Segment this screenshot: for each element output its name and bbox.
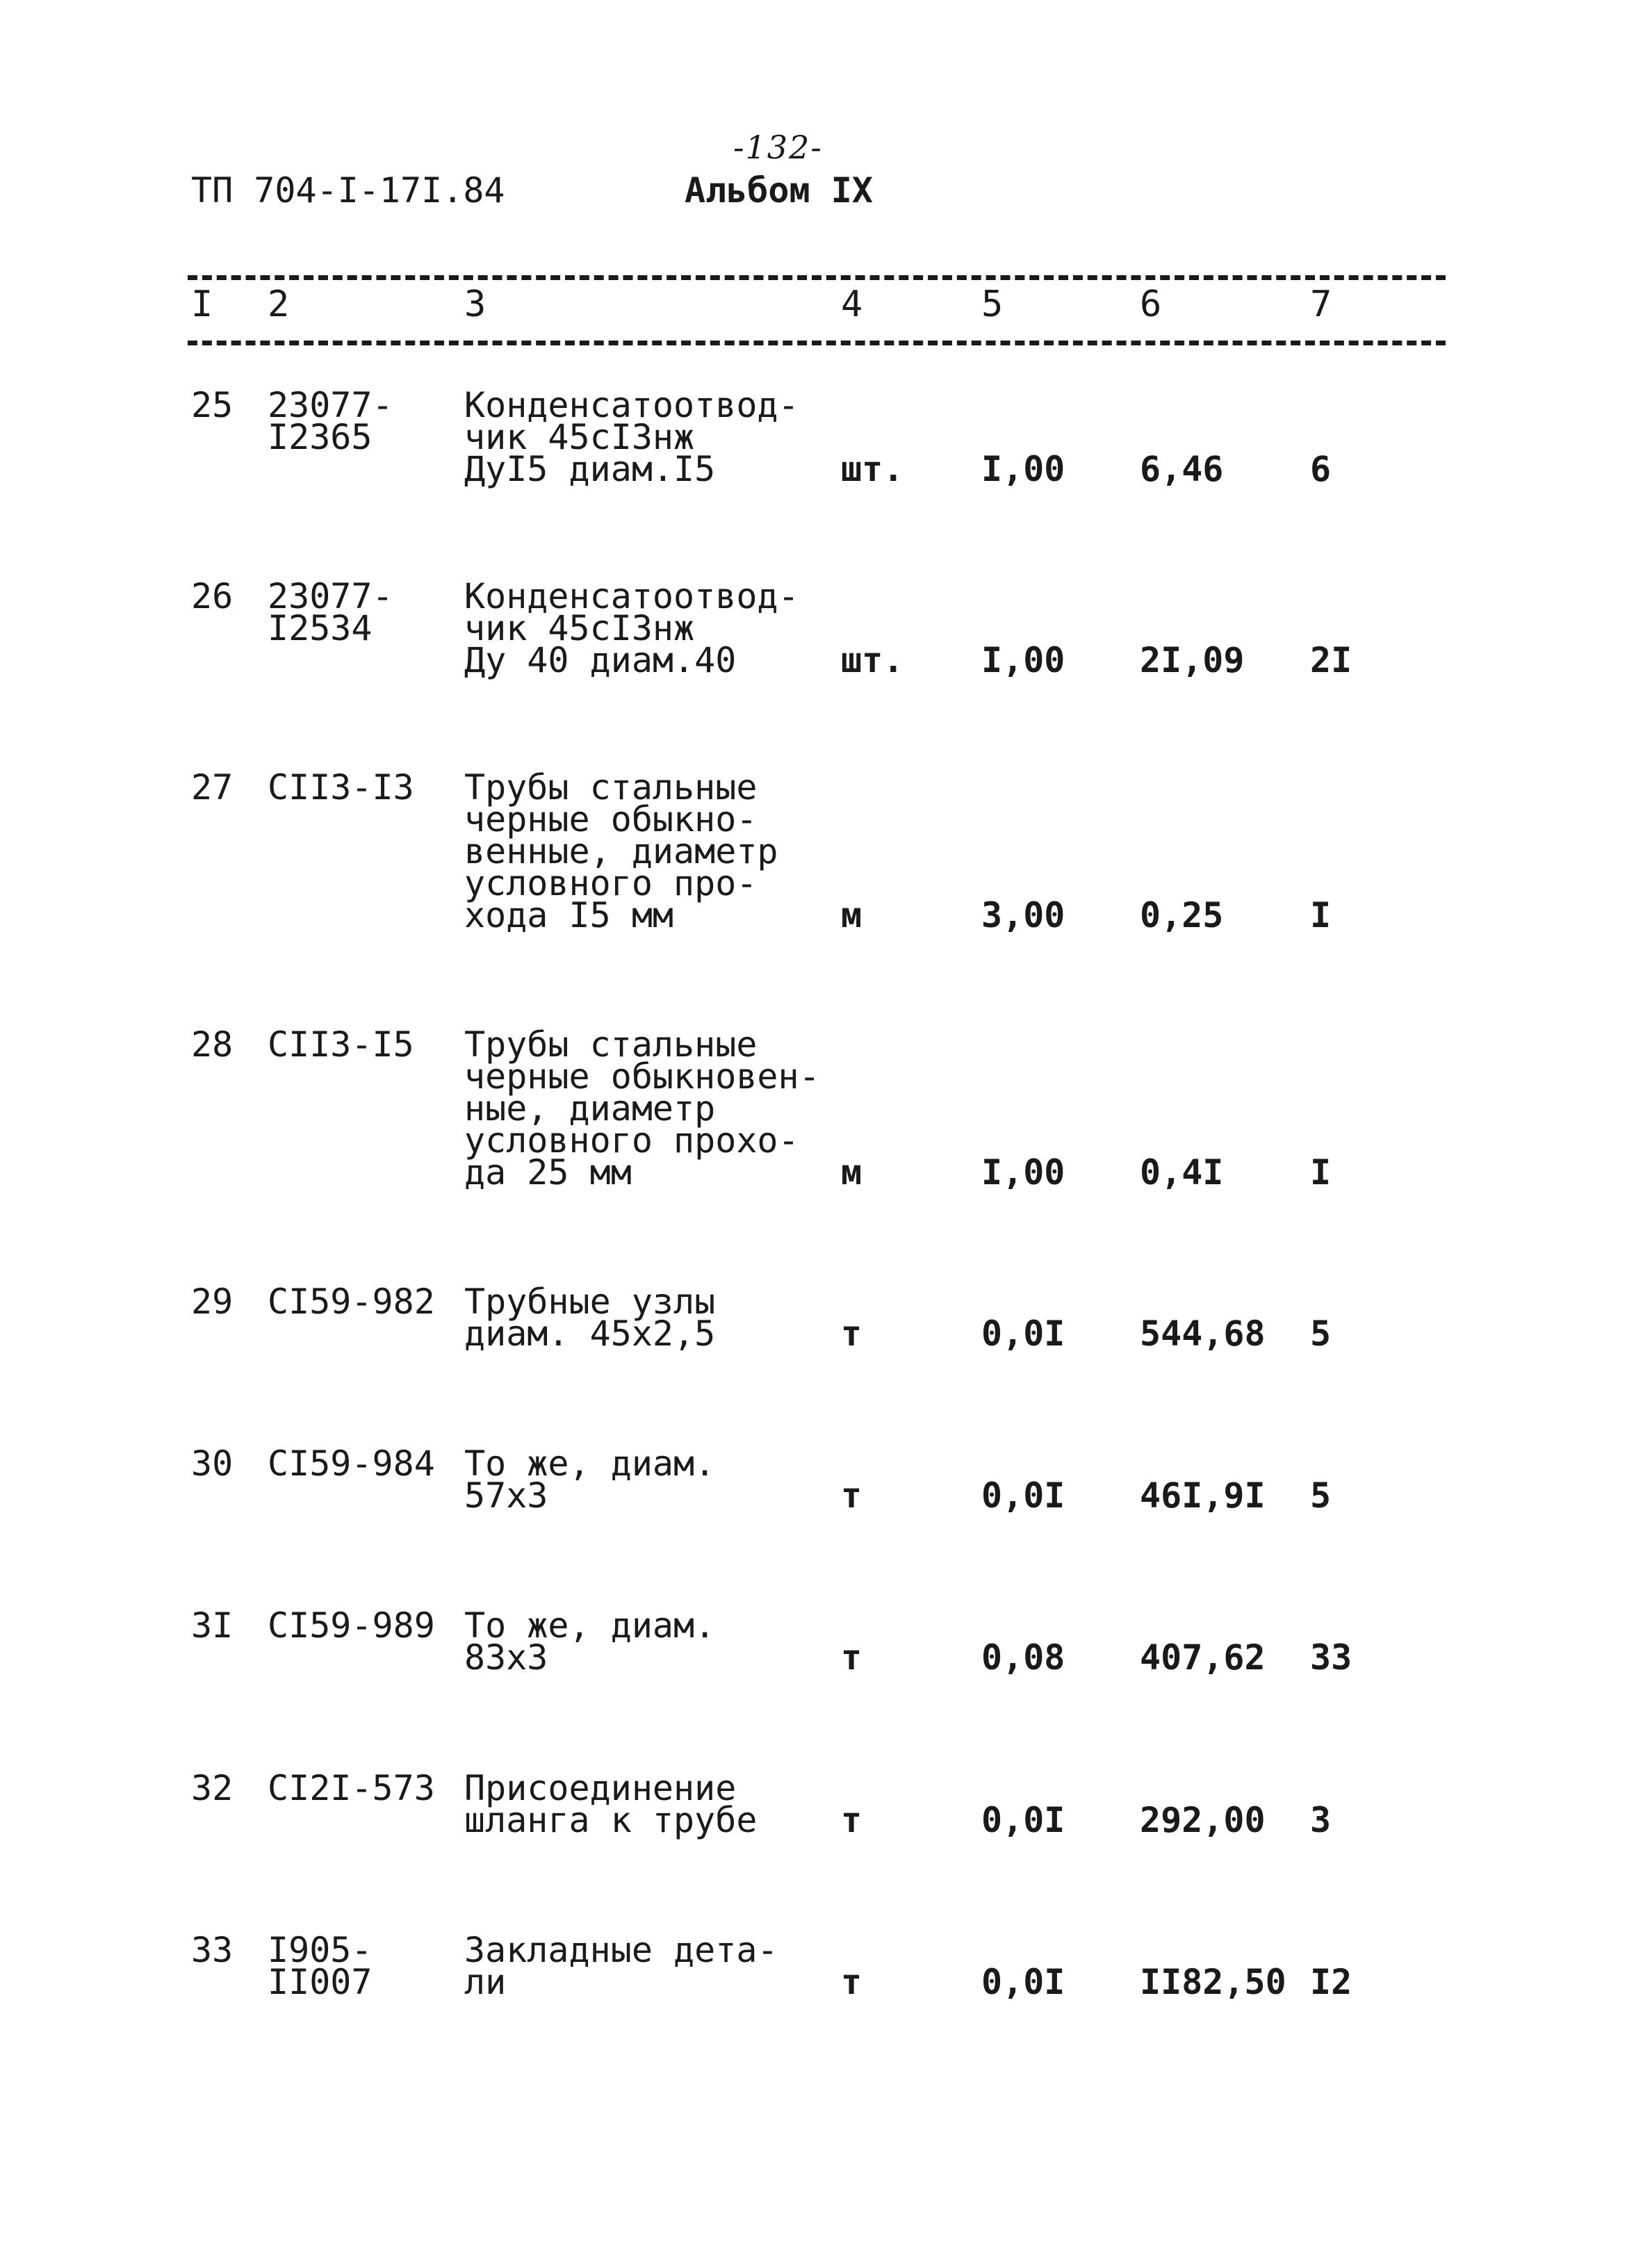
total: 3 xyxy=(1310,1800,1332,1840)
price: 2I,09 xyxy=(1140,640,1245,680)
price: 544,68 xyxy=(1140,1313,1266,1354)
resource-code: 23077- I2534 xyxy=(268,576,393,648)
total: I2 xyxy=(1310,1962,1352,2002)
item-name: Конденсатоотвод- чик 45cI3нж Ду 40 диам.40 xyxy=(464,576,799,680)
total: 2I xyxy=(1310,640,1352,680)
unit: т xyxy=(841,1962,862,2002)
row-number: 25 xyxy=(191,385,234,425)
document-code: ТП 704-I-17I.84 xyxy=(191,170,505,211)
item-name: Присоединение шланга к трубе xyxy=(464,1768,758,1840)
rule-top xyxy=(188,275,1446,280)
quantity: I,00 xyxy=(981,1152,1065,1193)
column-header: 3 xyxy=(464,284,486,325)
item-name: Трубные узлы диам. 45x2,5 xyxy=(464,1282,716,1354)
price: 46I,9I xyxy=(1140,1475,1266,1516)
quantity: 0,0I xyxy=(981,1962,1065,2002)
total: 6 xyxy=(1310,449,1332,489)
item-name: То же, диам. 83x3 xyxy=(464,1605,716,1678)
quantity: 0,0I xyxy=(981,1475,1065,1516)
resource-code: I905- II007 xyxy=(268,1930,373,2002)
total: 5 xyxy=(1310,1313,1332,1354)
unit: м xyxy=(841,895,862,935)
unit: т xyxy=(841,1475,862,1516)
row-number: 26 xyxy=(191,576,234,616)
column-header: 6 xyxy=(1140,284,1162,325)
item-name: Закладные дета- ли xyxy=(464,1930,778,2002)
unit: шт. xyxy=(841,640,904,680)
row-number: 27 xyxy=(191,767,234,808)
unit: т xyxy=(841,1313,862,1354)
item-name: Трубы стальные черные обыкновен- ные, диаметр условного прохо- да 25 мм xyxy=(464,1024,820,1193)
quantity: 0,0I xyxy=(981,1313,1065,1354)
resource-code: 23077- I2365 xyxy=(268,385,393,457)
price: II82,50 xyxy=(1140,1962,1286,2002)
unit: шт. xyxy=(841,449,904,489)
resource-code: CII3-I5 xyxy=(268,1024,414,1065)
price: 407,62 xyxy=(1140,1637,1266,1678)
rule-bottom xyxy=(188,341,1446,345)
resource-code: CI59-984 xyxy=(268,1443,435,1484)
row-number: 33 xyxy=(191,1930,234,1970)
quantity: I,00 xyxy=(981,449,1065,489)
quantity: 3,00 xyxy=(981,895,1065,935)
row-number: 32 xyxy=(191,1768,234,1808)
row-number: 29 xyxy=(191,1282,234,1322)
unit: м xyxy=(841,1152,862,1193)
resource-code: CI59-982 xyxy=(268,1282,435,1322)
row-number: 28 xyxy=(191,1024,234,1065)
price: 0,25 xyxy=(1140,895,1224,935)
quantity: I,00 xyxy=(981,640,1065,680)
column-header: I xyxy=(191,284,213,325)
price: 6,46 xyxy=(1140,449,1224,489)
total: I xyxy=(1310,895,1332,935)
row-number: 30 xyxy=(191,1443,234,1484)
resource-code: CI2I-573 xyxy=(268,1768,435,1808)
total: 33 xyxy=(1310,1637,1352,1678)
item-name: Конденсатоотвод- чик 45cI3нж ДуI5 диам.I5 xyxy=(464,385,799,489)
unit: т xyxy=(841,1637,862,1678)
quantity: 0,08 xyxy=(981,1637,1065,1678)
item-name: То же, диам. 57x3 xyxy=(464,1443,716,1516)
column-header: 5 xyxy=(981,284,1004,325)
resource-code: CII3-I3 xyxy=(268,767,414,808)
quantity: 0,0I xyxy=(981,1800,1065,1840)
page-number: -132- xyxy=(733,129,823,166)
column-header: 7 xyxy=(1310,284,1332,325)
total: I xyxy=(1310,1152,1332,1193)
resource-code: CI59-989 xyxy=(268,1605,435,1646)
column-header: 4 xyxy=(841,284,863,325)
item-name: Трубы стальные черные обыкно- венные, диаметр условного про- хода I5 мм xyxy=(464,767,778,935)
price: 0,4I xyxy=(1140,1152,1224,1193)
total: 5 xyxy=(1310,1475,1332,1516)
column-header: 2 xyxy=(268,284,290,325)
row-number: 3I xyxy=(191,1605,234,1646)
album-label: Альбом IX xyxy=(685,170,873,211)
price: 292,00 xyxy=(1140,1800,1266,1840)
unit: т xyxy=(841,1800,862,1840)
